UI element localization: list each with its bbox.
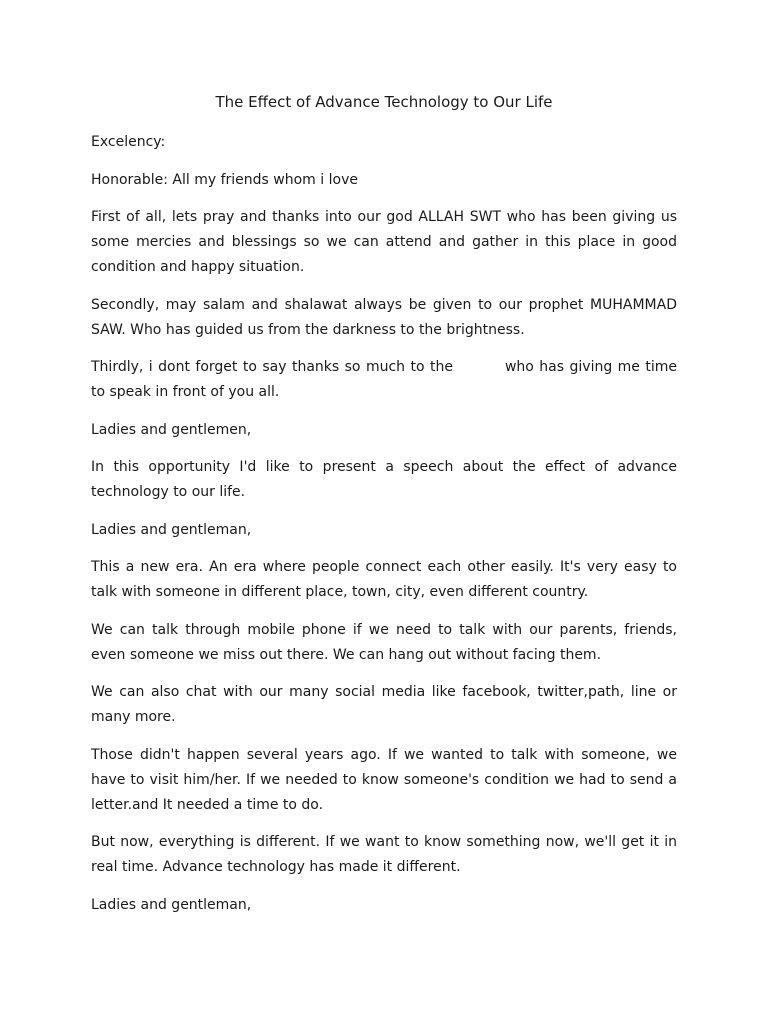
paragraph-first: First of all, lets pray and thanks into our god ALLAH SWT who has been giving us some mercies and blessings so we can attend and gather in this place in good condition and happy situation. <box>91 209 677 275</box>
paragraph-thirdly <box>91 355 677 405</box>
thirdly-text-end: who has giving me time to speak in front of you all. <box>91 359 678 400</box>
paragraph-mobile-phone: We can talk through mobile phone if we need to talk with our parents, friends, even someone we miss out there. We can hang out without facing them. <box>91 621 677 663</box>
document-title: The Effect of Advance Technology to Our Life <box>215 93 553 111</box>
paragraph-now: But now, everything is different. If we want to know something now, we'll get it in real time. Advance technology has made it different. <box>91 834 677 875</box>
thirdly-text-start: Thirdly, i dont forget to say thanks so much to the <box>91 359 453 375</box>
paragraph-honorable: Honorable: All my friends whom i love <box>91 171 358 188</box>
paragraph-ladies-3: Ladies and gentleman, <box>91 896 252 913</box>
paragraph-social-media: We can also chat with our many social media like facebook, twitter,path, line or many more. <box>91 684 677 725</box>
document-body <box>91 130 677 930</box>
paragraph-ladies-1: Ladies and gentlemen, <box>91 421 252 438</box>
paragraph-new-era: This a new era. An era where people connect each other easily. It's very easy to talk with someone in different place, town, city, even different country. <box>91 559 677 600</box>
paragraph-opportunity: In this opportunity I'd like to present a speech about the effect of advance technology to our life. <box>91 459 677 500</box>
paragraph-secondly: Secondly, may salam and shalawat always be given to our prophet MUHAMMAD SAW. Who has guided us from the darkness to the brightness. <box>91 296 677 338</box>
paragraph-years-ago: Those didn't happen several years ago. If we wanted to talk with someone, we have to visit him/her. If we needed to know someone's condition we had to send a letter.and It needed a time to do. <box>91 746 677 813</box>
paragraph-ladies-2: Ladies and gentleman, <box>91 521 252 538</box>
paragraph-excelency: Excelency: <box>91 134 166 150</box>
